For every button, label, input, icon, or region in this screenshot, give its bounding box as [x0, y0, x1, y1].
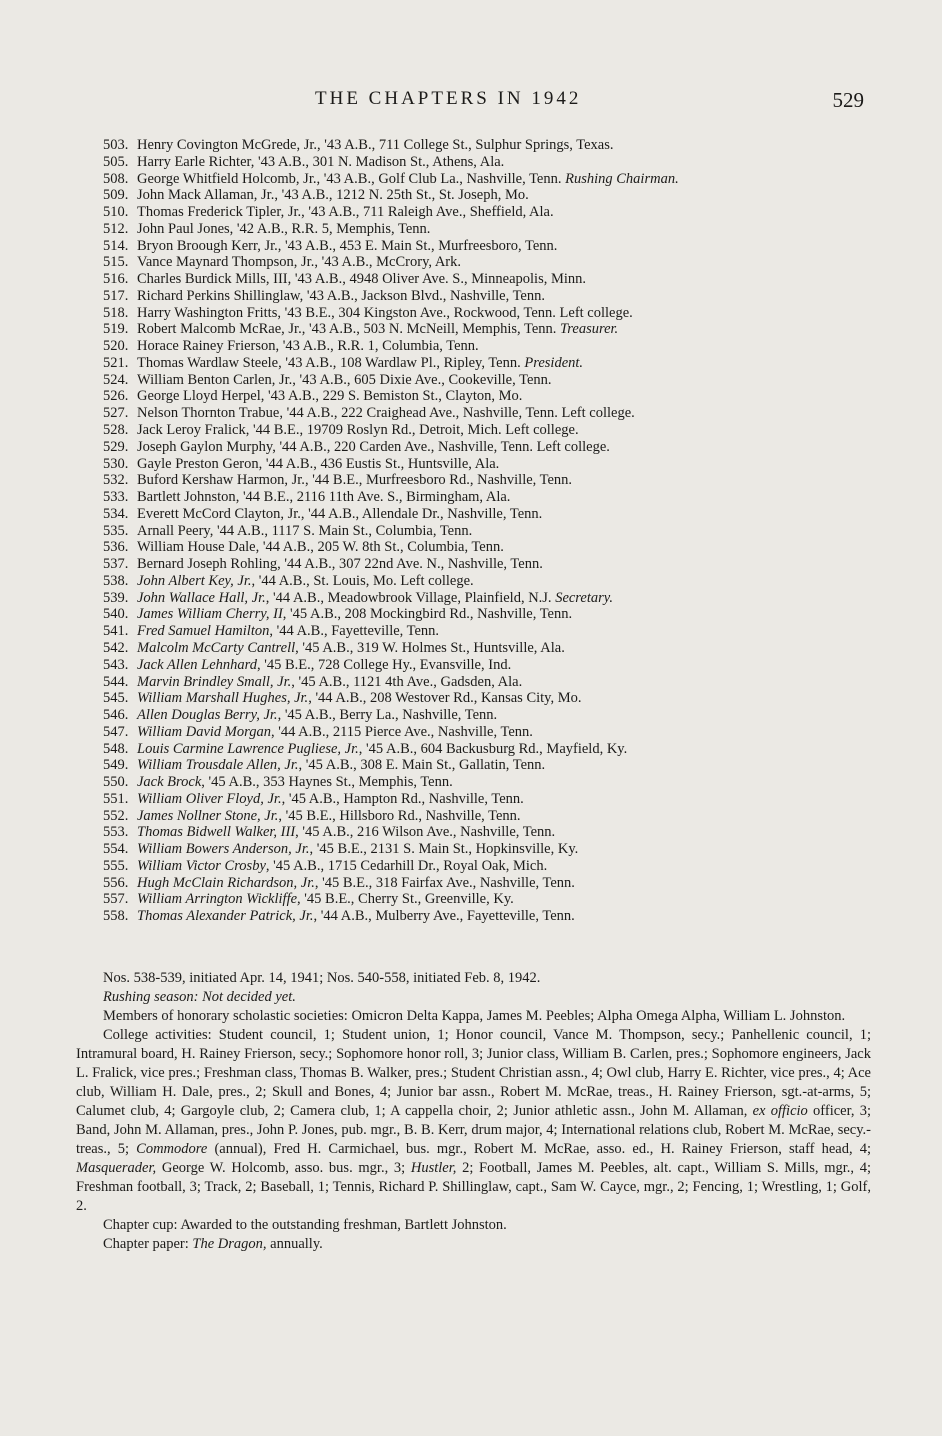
member-name: William Oliver Floyd, Jr. [137, 790, 282, 807]
member-name: William Marshall Hughes, Jr. [137, 690, 309, 707]
member-name: Joseph Gaylon Murphy [137, 438, 273, 455]
roster-entry [103, 171, 863, 188]
member-details: , '42 A.B., R.R. 5, Memphis, Tenn. [229, 220, 431, 237]
member-details: , '43 A.B., 301 N. Madison St., Athens, Ala. [250, 153, 505, 170]
chapter-paper-note [76, 1235, 871, 1254]
page-number: 529 [832, 88, 864, 112]
entry-text [137, 154, 504, 171]
member-details: , '45 B.E., 2131 S. Main St., Hopkinsville, Ky. [309, 841, 579, 858]
member-name: James Nollner Stone, Jr. [137, 807, 279, 824]
entry-number: 556. [103, 874, 129, 891]
member-details: , '44 A.B., Fayetteville, Tenn. [269, 623, 440, 640]
roster-entry [103, 741, 863, 758]
entry-text [137, 321, 618, 338]
member-details: , '43 A.B., 108 Wardlaw Pl., Ripley, Tenn. [278, 354, 525, 371]
roster-entry [103, 908, 863, 925]
member-details: , '43 A.B., 711 Raleigh Ave., Sheffield, Ala. [301, 204, 554, 221]
entry-text [137, 405, 635, 422]
activities-commodore: Commodore [136, 1141, 208, 1157]
member-details: , '45 A.B., 353 Haynes St., Memphis, Tenn. [201, 774, 453, 791]
entry-text [137, 204, 554, 221]
entry-number: 508. [103, 170, 129, 187]
entry-text [137, 221, 430, 238]
entry-number: 503. [103, 137, 129, 153]
member-details: , '45 A.B., 208 Mockingbird Rd., Nashville, Tenn. [282, 606, 573, 623]
activities-text-d: George W. Holcomb, asso. bus. mgr., 3; [156, 1160, 411, 1176]
entry-number: 516. [103, 271, 129, 288]
member-name: Gayle Preston Geron [137, 455, 259, 472]
member-details: , '43 A.B., McCrory, Ark. [314, 254, 461, 271]
member-name: Everett McCord Clayton, Jr. [137, 505, 301, 522]
entry-number: 519. [103, 321, 129, 338]
entry-number: 555. [103, 857, 129, 874]
entry-number: 520. [103, 338, 129, 355]
entry-number: 544. [103, 673, 129, 690]
member-name: Henry Covington McGrede, Jr. [137, 137, 318, 153]
member-name: George Whitfield Holcomb, Jr. [137, 170, 317, 187]
roster-entry [103, 254, 863, 271]
member-name: William Victor Crosby [137, 857, 266, 874]
member-name: Louis Carmine Lawrence Pugliese, Jr. [137, 740, 359, 757]
entry-number: 548. [103, 740, 129, 757]
roster-entry [103, 556, 863, 573]
entry-number: 521. [103, 354, 129, 371]
member-details: , '45 A.B., Berry La., Nashville, Tenn. [277, 707, 498, 724]
activities-text-e: 2; Football, James M. Peebles, alt. capt., William S. Mills, mgr., 4; Freshman football, 3; Track, 2; Baseball, 1; Tennis, Richard P. Shillinglaw, capt., Sam W. Cayce, mgr., 2; Fencing, 1; Wrestling, 1; Golf, 2. [76, 1160, 872, 1214]
roster-entry [103, 523, 863, 540]
roster-entry [103, 891, 863, 908]
member-details: , '45 A.B., Hampton Rd., Nashville, Tenn. [281, 790, 524, 807]
entry-number: 553. [103, 824, 129, 841]
member-name: John Wallace Hall, Jr. [137, 589, 266, 606]
roster-entry [103, 288, 863, 305]
member-details: , '44 B.E., 19709 Roslyn Rd., Detroit, Mich. Left college. [245, 422, 579, 439]
member-details: , '43 A.B., 4948 Oliver Ave. S., Minneapolis, Minn. [287, 271, 587, 288]
member-details: , '44 B.E., 2116 11th Ave. S., Birmingham, Ala. [235, 489, 511, 506]
entry-text [137, 388, 522, 405]
entry-text [137, 238, 557, 255]
entry-number: 551. [103, 790, 129, 807]
member-details: , '43 A.B., 229 S. Bemiston St., Clayton, Mo. [260, 388, 523, 405]
member-details: , '44 A.B., St. Louis, Mo. Left college. [251, 572, 474, 589]
entry-text [137, 539, 504, 556]
member-name: Marvin Brindley Small, Jr. [137, 673, 292, 690]
member-name: Bryon Broough Kerr, Jr. [137, 237, 278, 254]
entry-number: 534. [103, 505, 129, 522]
roster-entry [103, 489, 863, 506]
roster-entry [103, 221, 863, 238]
entry-number: 510. [103, 204, 129, 221]
entry-number: 549. [103, 757, 129, 774]
member-details: , '44 A.B., 307 22nd Ave. N., Nashville, Tenn. [277, 556, 543, 573]
entry-number: 539. [103, 589, 129, 606]
member-name: Jack Brock [137, 774, 202, 791]
roster-entry [103, 539, 863, 556]
roster-entry [103, 137, 863, 154]
roster-entry [103, 422, 863, 439]
entry-number: 515. [103, 254, 129, 271]
entry-number: 536. [103, 539, 129, 556]
activities-ex-officio: ex officio [752, 1103, 808, 1119]
entry-text [137, 791, 524, 808]
entry-text [137, 724, 533, 741]
chapter-notes [76, 969, 871, 1254]
entry-number: 530. [103, 455, 129, 472]
roster-entry [103, 724, 863, 741]
chapter-paper-title: The Dragon, [192, 1236, 267, 1252]
roster-entry [103, 405, 863, 422]
entry-text [137, 808, 521, 825]
entry-text [137, 875, 575, 892]
member-details: , '44 A.B., 2115 Pierce Ave., Nashville, Tenn. [270, 723, 533, 740]
entry-number: 557. [103, 891, 129, 908]
member-details: , '44 A.B., 220 Carden Ave., Nashville, Tenn. Left college. [272, 438, 610, 455]
roster-entry [103, 472, 863, 489]
member-details: , '45 A.B., 1121 4th Ave., Gadsden, Ala. [291, 673, 523, 690]
entry-number: 512. [103, 220, 129, 237]
member-name: Thomas Frederick Tipler, Jr. [137, 204, 302, 221]
roster-entry [103, 690, 863, 707]
roster-entry [103, 355, 863, 372]
entry-number: 552. [103, 807, 129, 824]
member-name: Thomas Alexander Patrick, Jr. [137, 908, 314, 925]
member-details: , '43 A.B., 1212 N. 25th St., St. Joseph, Mo. [274, 187, 529, 204]
roster-entry [103, 439, 863, 456]
roster-entry [103, 573, 863, 590]
entry-text [137, 606, 572, 623]
rushing-season-note: Rushing season: Not decided yet. [103, 989, 296, 1005]
member-name: John Paul Jones [137, 220, 230, 237]
member-name: Thomas Bidwell Walker, III [137, 824, 296, 841]
entry-text [137, 707, 497, 724]
roster-entry [103, 456, 863, 473]
entry-number: 558. [103, 908, 129, 925]
member-name: William Arrington Wickliffe [137, 891, 298, 908]
officer-role: Treasurer. [560, 321, 619, 338]
entry-text [137, 288, 545, 305]
chapter-cup-note: Chapter cup: Awarded to the outstanding freshman, Bartlett Johnston. [103, 1217, 507, 1233]
member-details: , '43 A.B., 503 N. McNeill, Memphis, Tenn. [301, 321, 561, 338]
entry-text [137, 523, 472, 540]
entry-number: 514. [103, 237, 129, 254]
roster-entry [103, 657, 863, 674]
entry-text [137, 690, 582, 707]
entry-text [137, 657, 511, 674]
activities-masquerader: Masquerader, [76, 1160, 157, 1176]
entry-number: 540. [103, 606, 129, 623]
activities-text-c: (annual), Fred H. Carmichael, bus. mgr., Robert M. McRae, asso. ed., H. Rainey Frierson, staff head, 4; [207, 1141, 871, 1157]
member-name: Hugh McClain Richardson, Jr. [137, 874, 315, 891]
entry-text [137, 187, 529, 204]
member-details: , '45 B.E., Cherry St., Greenville, Ky. [297, 891, 514, 908]
roster-entry [103, 321, 863, 338]
entry-number: 518. [103, 304, 129, 321]
roster-entry [103, 204, 863, 221]
honorary-societies-note: Members of honorary scholastic societies: Omicron Delta Kappa, James M. Peebles; Alpha Omega Alpha, William L. Johnston. [103, 1008, 846, 1024]
roster-entry [103, 271, 863, 288]
roster-entry [103, 841, 863, 858]
entry-number: 545. [103, 690, 129, 707]
member-details: , '44 A.B., 205 W. 8th St., Columbia, Tenn. [255, 539, 504, 556]
entry-number: 543. [103, 656, 129, 673]
roster-entry [103, 858, 863, 875]
member-details: , '44 A.B., 208 Westover Rd., Kansas City, Mo. [308, 690, 582, 707]
roster-entry [103, 338, 863, 355]
member-name: Charles Burdick Mills, III [137, 271, 288, 288]
member-name: William Benton Carlen, Jr. [137, 371, 293, 388]
member-details: , '45 A.B., 1715 Cedarhill Dr., Royal Oak, Mich. [265, 857, 548, 874]
roster-entry [103, 372, 863, 389]
member-details: , '44 A.B., Meadowbrook Village, Plainfield, N.J. [265, 589, 556, 606]
entry-text [137, 456, 499, 473]
member-name: William House Dale [137, 539, 256, 556]
roster-entry [103, 808, 863, 825]
entry-number: 528. [103, 422, 129, 439]
entry-number: 535. [103, 522, 129, 539]
member-roster [103, 137, 863, 925]
entry-text [137, 439, 610, 456]
entry-number: 505. [103, 153, 129, 170]
entry-number: 527. [103, 405, 129, 422]
member-details: , '43 A.B., Jackson Blvd., Nashville, Tenn. [299, 287, 545, 304]
roster-entry [103, 674, 863, 691]
member-details: , '43 A.B., 453 E. Main St., Murfreesboro, Tenn. [277, 237, 558, 254]
member-name: Malcolm McCarty Cantrell [137, 639, 296, 656]
member-details: , '45 B.E., 728 College Hy., Evansville, Ind. [257, 656, 512, 673]
entry-text [137, 891, 514, 908]
member-details: , '45 B.E., 318 Fairfax Ave., Nashville, Tenn. [314, 874, 575, 891]
member-name: Robert Malcomb McRae, Jr. [137, 321, 302, 338]
member-name: William David Morgan [137, 723, 271, 740]
member-name: Harry Washington Fritts [137, 304, 278, 321]
entry-number: 529. [103, 438, 129, 455]
member-details: , '45 A.B., 308 E. Main St., Gallatin, Tenn. [298, 757, 546, 774]
member-name: Nelson Thornton Trabue [137, 405, 280, 422]
entry-number: 509. [103, 187, 129, 204]
officer-role: Rushing Chairman. [565, 170, 679, 187]
roster-entry [103, 388, 863, 405]
member-name: Bartlett Johnston [137, 489, 236, 506]
entry-text [137, 858, 547, 875]
roster-entry [103, 506, 863, 523]
entry-number: 546. [103, 707, 129, 724]
entry-number: 538. [103, 572, 129, 589]
entry-number: 533. [103, 489, 129, 506]
entry-text [137, 841, 578, 858]
entry-number: 526. [103, 388, 129, 405]
entry-text [137, 506, 542, 523]
member-name: Richard Perkins Shillinglaw [137, 287, 300, 304]
member-name: William Trousdale Allen, Jr. [137, 757, 299, 774]
initiation-note: Nos. 538-539, initiated Apr. 14, 1941; Nos. 540-558, initiated Feb. 8, 1942. [103, 970, 541, 986]
entry-text [137, 908, 575, 925]
entry-number: 542. [103, 639, 129, 656]
entry-number: 550. [103, 774, 129, 791]
entry-text [137, 774, 453, 791]
member-details: , '44 A.B., Mulberry Ave., Fayetteville, Tenn. [313, 908, 575, 925]
member-details: , '44 A.B., 222 Craighead Ave., Nashville, Tenn. Left college. [279, 405, 635, 422]
member-details: , '45 B.E., Hillsboro Rd., Nashville, Tenn. [278, 807, 521, 824]
roster-entry [103, 875, 863, 892]
entry-text [137, 741, 627, 758]
member-name: John Mack Allaman, Jr. [137, 187, 275, 204]
entry-text [137, 674, 522, 691]
entry-text [137, 757, 545, 774]
entry-text [137, 472, 572, 489]
activities-text-a: College activities: Student council, 1; Student union, 1; Honor council, Vance M. Thompson, secy.; Panhellenic council, 1; Intramural board, H. Rainey Frierson, secy.; Sophomore honor roll, 3; Junior class, William B. Carlen, pres.; Sophomore engineers, Jack L. Fralick, vice pres.; Freshman class, Thomas B. Walker, pres.; Student Christian assn., 4; Owl club, Harry E. Richter, vice pres., 4; Ace club, William H. Dale, pres., 2; Skull and Bones, 4; Junior bar assn., Robert M. McRae, treas., H. Rainey Frierson, sgt.-at-arms, 5; Calumet club, 4; Gargoyle club, 2; Camera club, 1; A cappella choir, 2; Junior athletic assn., John M. Allaman, [76, 1027, 871, 1119]
member-name: Horace Rainey Frierson [137, 338, 276, 355]
roster-entry [103, 791, 863, 808]
member-name: Jack Allen Lehnhard [137, 656, 258, 673]
entry-number: 517. [103, 287, 129, 304]
officer-role: President. [524, 354, 584, 371]
roster-entry [103, 757, 863, 774]
entry-text [137, 137, 613, 154]
member-details: , '44 A.B., 436 Eustis St., Huntsville, Ala. [258, 455, 500, 472]
member-name: Buford Kershaw Harmon, Jr. [137, 472, 305, 489]
member-name: George Lloyd Herpel [137, 388, 261, 405]
entry-text [137, 556, 543, 573]
roster-entry [103, 774, 863, 791]
member-details: , '44 B.E., Murfreesboro Rd., Nashville, Tenn. [304, 472, 573, 489]
member-details: , '45 A.B., 216 Wilson Ave., Nashville, Tenn. [295, 824, 556, 841]
entry-text [137, 355, 583, 372]
activities-text-b: officer, 3; Band, John M. Allaman, pres., John P. Jones, pub. mgr., B. B. Kerr, drum major, 4; International relations club, Robert M. McRae, secy.-treas., 5; [76, 1103, 872, 1157]
entry-text [137, 372, 552, 389]
member-details: , '45 A.B., 319 W. Holmes St., Huntsville, Ala. [295, 639, 565, 656]
member-details: , '43 A.B., Golf Club La., Nashville, Tenn. [316, 170, 566, 187]
entry-text [137, 254, 461, 271]
entry-number: 537. [103, 556, 129, 573]
roster-entry [103, 305, 863, 322]
activities-hustler: Hustler, [410, 1160, 457, 1176]
entry-number: 554. [103, 841, 129, 858]
college-activities-note [76, 1026, 871, 1216]
chapter-paper-rest: annually. [266, 1236, 323, 1252]
entry-text [137, 824, 555, 841]
member-name: Arnall Peery [137, 522, 210, 539]
entry-text [137, 422, 579, 439]
chapter-paper-label: Chapter paper: [103, 1236, 193, 1252]
running-title: THE CHAPTERS IN 1942 [315, 88, 582, 109]
member-details: , '44 A.B., 1117 S. Main St., Columbia, Tenn. [209, 522, 473, 539]
entry-number: 547. [103, 723, 129, 740]
entry-text [137, 171, 679, 188]
member-name: William Bowers Anderson, Jr. [137, 841, 310, 858]
member-name: Bernard Joseph Rohling [137, 556, 278, 573]
entry-text [137, 590, 613, 607]
entry-text [137, 573, 474, 590]
member-details: , '43 A.B., 605 Dixie Ave., Cookeville, Tenn. [292, 371, 552, 388]
member-name: Harry Earle Richter [137, 153, 251, 170]
roster-entry [103, 707, 863, 724]
entry-text [137, 640, 565, 657]
roster-entry [103, 187, 863, 204]
roster-entry [103, 606, 863, 623]
roster-entry [103, 623, 863, 640]
roster-entry [103, 154, 863, 171]
member-details: , '43 B.E., 304 Kingston Ave., Rockwood, Tenn. Left college. [277, 304, 633, 321]
member-name: Fred Samuel Hamilton [137, 623, 270, 640]
member-details: , '43 A.B., 711 College St., Sulphur Springs, Texas. [317, 137, 614, 153]
entry-text [137, 338, 479, 355]
roster-entry [103, 590, 863, 607]
entry-text [137, 271, 586, 288]
member-name: Allen Douglas Berry, Jr. [137, 707, 278, 724]
page-header [0, 88, 942, 114]
entry-text [137, 623, 439, 640]
member-name: Jack Leroy Fralick [137, 422, 246, 439]
roster-entry [103, 238, 863, 255]
roster-entry [103, 824, 863, 841]
entry-text [137, 489, 510, 506]
member-details: , '43 A.B., R.R. 1, Columbia, Tenn. [275, 338, 479, 355]
member-name: John Albert Key, Jr. [137, 572, 252, 589]
member-details: , '44 A.B., Allendale Dr., Nashville, Tenn. [300, 505, 543, 522]
entry-text [137, 305, 633, 322]
officer-role: Secretary. [555, 589, 614, 606]
entry-number: 532. [103, 472, 129, 489]
entry-number: 541. [103, 623, 129, 640]
member-details: , '45 A.B., 604 Backusburg Rd., Mayfield, Ky. [358, 740, 628, 757]
member-name: James William Cherry, II [137, 606, 283, 623]
member-name: Vance Maynard Thompson, Jr. [137, 254, 315, 271]
entry-number: 524. [103, 371, 129, 388]
roster-entry [103, 640, 863, 657]
member-name: Thomas Wardlaw Steele [137, 354, 279, 371]
